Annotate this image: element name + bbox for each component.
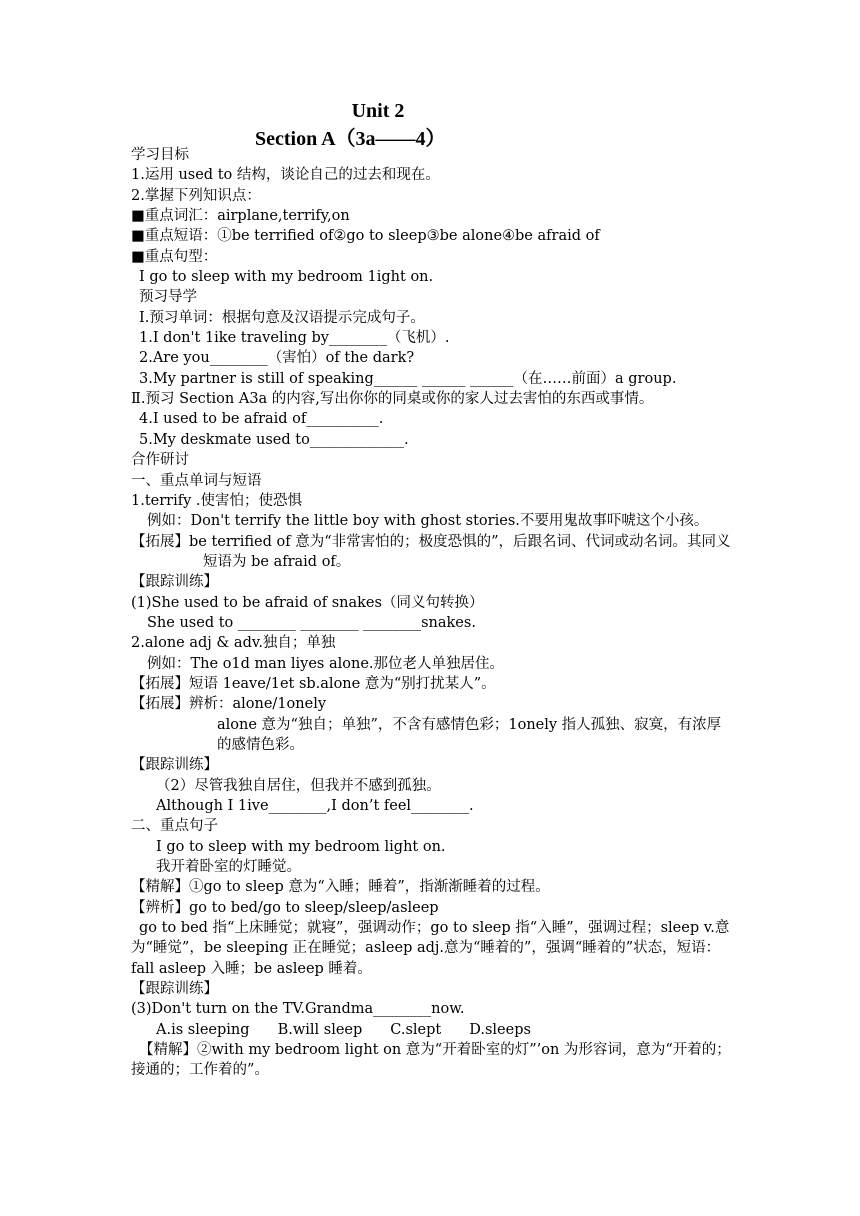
preview-item-1: 1.I don't 1ike traveling by________（飞机）. xyxy=(139,330,450,347)
preview-item-3: 3.My partner is still of speaking______ ______ ______（在……前面）a group. xyxy=(139,370,677,387)
key-phrases: ■重点短语：①be terrified of②go to sleep③be alone④be afraid of xyxy=(131,228,600,245)
heading-learning-goals: 学习目标 xyxy=(131,147,189,163)
word-alone: 2.alone adj & adv.独自；单独 xyxy=(131,635,336,652)
document-body xyxy=(131,145,733,1081)
heading-key-words: 一、重点单词与短语 xyxy=(131,472,262,489)
heading-cooperation: 合作研讨 xyxy=(131,452,189,469)
practice-answer-1: She used to ________ ________ ________snakes. xyxy=(147,614,476,631)
extension-alone-lonely: 【拓展】辨析：alone/1onely xyxy=(131,696,327,713)
practice-question-1: (1)She used to be afraid of snakes（同义句转换） xyxy=(131,594,484,611)
goal-1: 1.运用 used to 结构，谈论自己的过去和现在。 xyxy=(131,167,440,184)
alone-lonely-explanation: alone 意为“独自；单独”，不含有感情色彩；1onely 指人孤独、寂寞，有浓厚的感情色彩。 xyxy=(217,716,722,753)
example-terrify: 例如：Don't terrify the little boy with ghost stories.不要用鬼故事吓唬这个小孩。 xyxy=(147,513,709,530)
example-alone: 例如：The o1d man liyes alone.那位老人单独居住。 xyxy=(147,655,505,672)
heading-preview: 预习导学 xyxy=(139,289,197,306)
key-vocabulary: ■重点词汇：airplane,terrify,on xyxy=(131,208,350,225)
option-a: A.is sleeping xyxy=(156,1021,250,1038)
practice-question-3: (3)Don't turn on the TV.Grandma________now. xyxy=(131,1001,465,1018)
analysis-heading: 【辨析】go to bed/go to sleep/sleep/asleep xyxy=(131,899,439,916)
key-sentence-heading: ■重点句型： xyxy=(131,248,218,265)
extension-terrified: 【拓展】be terrified of 意为“非常害怕的；极度恐惧的”，后跟名词、代词或动名词。其同义短语为 be afraid of。 xyxy=(131,533,731,570)
heading-key-sentences: 二、重点句子 xyxy=(131,818,218,835)
explanation-go-to-sleep: 【精解】①go to sleep 意为“入睡；睡着”，指渐渐睡着的过程。 xyxy=(131,879,550,896)
analysis-text: go to bed 指“上床睡觉；就寝”，强调动作；go to sleep 指“入睡”，强调过程；sleep v.意为“睡觉”，be sleeping 正在睡觉；asleep adj.意为“睡着的”，强调“睡着的”状态，短语：fall asleep 入睡；be asleep 睡着。 xyxy=(131,920,730,977)
preview-section-instruction: Ⅱ.预习 Section A3a 的内容,写出你你的同桌或你的家人过去害怕的东西或事情。 xyxy=(131,391,654,408)
section-title: Section A（3a——4） xyxy=(255,128,446,150)
practice-question-2: （2）尽管我独自居住，但我并不感到孤独。 xyxy=(156,777,441,794)
option-c: C.slept xyxy=(390,1021,442,1038)
preview-item-2: 2.Are you________（害怕）of the dark? xyxy=(139,350,415,367)
key-sentence: I go to sleep with my bedroom 1ight on. xyxy=(139,269,434,286)
unit-title: Unit 2 xyxy=(351,100,405,122)
practice-heading-3: 【跟踪训练】 xyxy=(131,981,218,998)
key-sentence-english: I go to sleep with my bedroom light on. xyxy=(156,838,446,855)
preview-words-instruction: Ⅰ.预习单词：根据句意及汉语提示完成句子。 xyxy=(139,309,425,326)
extension-leave-alone: 【拓展】短语 1eave/1et sb.alone 意为“别打扰某人”。 xyxy=(131,675,496,692)
practice-options-3 xyxy=(131,1020,733,1040)
word-terrify: 1.terrify .使害怕；使恐惧 xyxy=(131,492,303,509)
option-d: D.sleeps xyxy=(469,1021,531,1038)
goal-2: 2.掌握下列知识点： xyxy=(131,187,261,204)
preview-item-5: 5.My deskmate used to_____________. xyxy=(139,431,409,448)
practice-heading-1: 【跟踪训练】 xyxy=(131,574,218,591)
practice-heading-2: 【跟踪训练】 xyxy=(131,757,218,774)
explanation-light-on: 【精解】②with my bedroom light on 意为“开着卧室的灯”’on 为形容词，意为“开着的；接通的；工作着的”。 xyxy=(131,1042,731,1079)
option-b: B.will sleep xyxy=(277,1021,363,1038)
key-sentence-chinese: 我开着卧室的灯睡觉。 xyxy=(156,859,301,876)
preview-item-4: 4.I used to be afraid of__________. xyxy=(139,411,384,428)
practice-answer-2: Although I 1ive________,I don’t feel________. xyxy=(156,798,474,814)
